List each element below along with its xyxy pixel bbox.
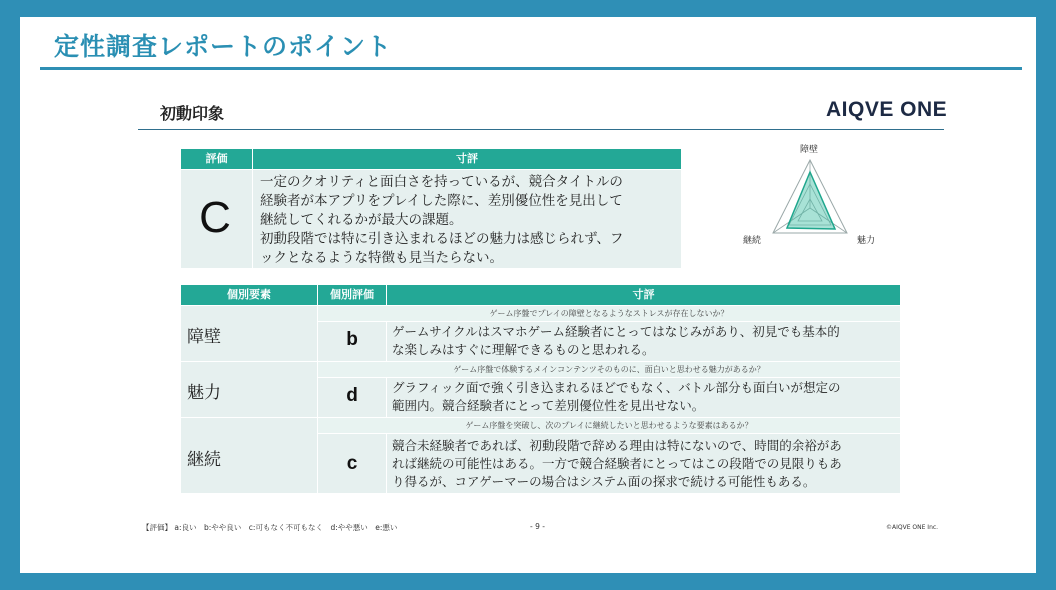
detail-header-comment: 寸評 xyxy=(387,285,900,305)
summary-comment-line: ックとなるような特徴も見当たらない。 xyxy=(260,250,503,266)
question-text: ゲーム序盤で体験するメインコンテンツそのものに、面白いと思わせる魅力があるか？ xyxy=(318,362,900,377)
grade-legend: 【評価】 a:良い b:やや良い c:可もなく不可もなく d:やや悪い e:悪い xyxy=(142,523,398,532)
row-comment-line: な楽しみはすぐに理解できるものと思われる。 xyxy=(392,342,655,357)
slide xyxy=(20,17,1036,573)
radar-label-appeal: 魅力 xyxy=(857,236,876,246)
summary-comment-line: 継続してくれるかが最大の課題。 xyxy=(260,212,463,228)
row-grade: d xyxy=(346,385,358,406)
row-comment xyxy=(392,437,842,491)
summary-header-comment: 寸評 xyxy=(253,149,681,169)
radar-value-shape xyxy=(787,172,835,229)
row-comment-line: 競合未経験者であれば、初動段階で辞める理由は特にないので、時間的余裕があ xyxy=(392,438,842,453)
detail-header-element: 個別要素 xyxy=(181,285,317,305)
page-number: - 9 - xyxy=(530,522,545,531)
summary-comment xyxy=(260,173,623,268)
brand-logo: AIQVE ONE xyxy=(826,98,948,121)
element-label: 魅力 xyxy=(187,383,221,403)
question-text: ゲーム序盤を突破し、次のプレイに継続したいと思わせるような要素はあるか？ xyxy=(318,418,900,433)
detail-header-grade: 個別評価 xyxy=(318,285,386,305)
radar-label-barrier: 障壁 xyxy=(800,145,819,155)
page-title: 定性調査レポートのポイント xyxy=(54,32,393,61)
row-comment-line: 範囲内。競合経験者にとって差別優位性を見出せない。 xyxy=(392,398,705,413)
row-comment xyxy=(392,323,840,359)
question-text: ゲーム序盤でプレイの障壁となるようなストレスが存在しないか？ xyxy=(318,306,900,321)
title-divider xyxy=(40,67,1022,70)
element-label: 継続 xyxy=(187,450,221,470)
row-comment-line: り得るが、コアゲーマーの場合はシステム面の探求で続ける可能性もある。 xyxy=(392,474,816,489)
summary-comment-line: 経験者が本アプリをプレイした際に、差別優位性を見出して xyxy=(260,193,623,209)
summary-header-grade: 評価 xyxy=(181,149,252,169)
radar-label-continuation: 継続 xyxy=(743,236,762,246)
section-divider xyxy=(138,129,944,130)
row-grade: c xyxy=(346,453,358,474)
radar-svg xyxy=(760,155,860,245)
summary-grade: C xyxy=(199,193,231,242)
summary-comment-line: 一定のクオリティと面白さを持っているが、競合タイトルの xyxy=(260,174,623,190)
row-comment-line: グラフィック面で強く引き込まれるほどでもなく、バトル部分も面白いが想定の xyxy=(392,380,841,395)
copyright: ©AIQVE ONE Inc. xyxy=(886,524,939,531)
section-title: 初動印象 xyxy=(160,104,225,123)
row-comment xyxy=(392,379,841,415)
row-grade: b xyxy=(346,329,358,350)
row-comment-line: ゲームサイクルはスマホゲーム経験者にとってはなじみがあり、初見でも基本的 xyxy=(392,324,840,339)
row-comment-line: れば継続の可能性はある。一方で競合経験者にとってはこの段階での見限りもあ xyxy=(392,456,842,471)
summary-comment-line: 初動段階では特に引き込まれるほどの魅力は感じられず、フ xyxy=(260,231,624,247)
element-label: 障壁 xyxy=(187,327,221,347)
